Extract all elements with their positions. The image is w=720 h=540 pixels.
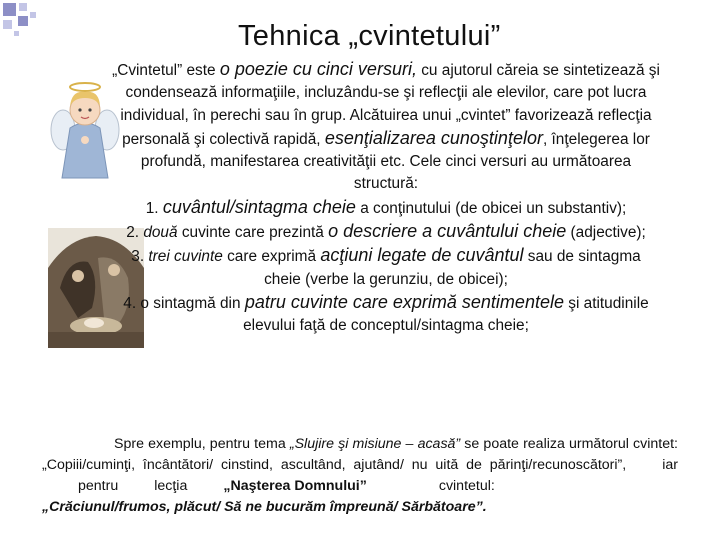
slide-title: Tehnica „cvintetului” <box>238 20 501 52</box>
structure-item-3: 3. trei cuvinte care exprimă acţiuni legate de cuvântul sau de sintagma cheie (verbe la gerunziu, de obicei); <box>131 245 641 288</box>
structure-item-4: 4. o sintagmă din patru cuvinte care exprimă sentimentele şi atitudinile elevului faţă de conceptul/sintagma cheie; <box>123 291 649 335</box>
example-paragraph: Spre exemplu, pentru tema „Slujire şi misiune – acasă” se poate realiza următorul cvintet: „Copiii/cuminţi, încântători/ cinstind, ascultând, ajutând/ nu uită de părinţi/recunoscători”, iarpentru lecţia „Naşterea Domnului” cvintetul: „Crăciunul/frumos, plăcut/ Să ne bucurăm împreună/ Sărbătoare”. <box>42 436 679 515</box>
structure-item-2: 2. două cuvinte care prezintă o descriere a cuvântului cheie (adjective); <box>126 221 646 242</box>
intro-text: , înţelegerea lor profundă, manifestarea creativităţii etc. Cele cinci versuri au următoarea structură: <box>140 130 650 193</box>
angel-illustration <box>50 78 120 183</box>
intro-text: cu ajutorul căreia se sintetizează şi condensează informaţiile, incluzându-se şi reflecţii ale elevilor, care pot lucra individual, în perechi sau în grup. Alcătuirea unui „cvintet” favorizează reflecţia personală şi colectivă rapidă, <box>120 62 660 148</box>
corner-squares-decoration <box>0 0 50 50</box>
intro-emphasis: esenţializarea cunoştinţelor <box>324 127 543 148</box>
example-cvintet-craciun: „Crăciunul/frumos, plăcut/ Să ne bucurăm împreună/ Sărbătoare”. <box>42 499 487 515</box>
structure-item-1: 1. cuvântul/sintagma cheie a conţinutului (de obicei un substantiv); <box>145 196 627 217</box>
intro-paragraph <box>112 58 660 196</box>
cvintet-description <box>112 58 660 338</box>
intro-emphasis: o poezie cu cinci versuri, <box>219 59 417 79</box>
intro-text: „Cvintetul” este <box>112 62 220 79</box>
